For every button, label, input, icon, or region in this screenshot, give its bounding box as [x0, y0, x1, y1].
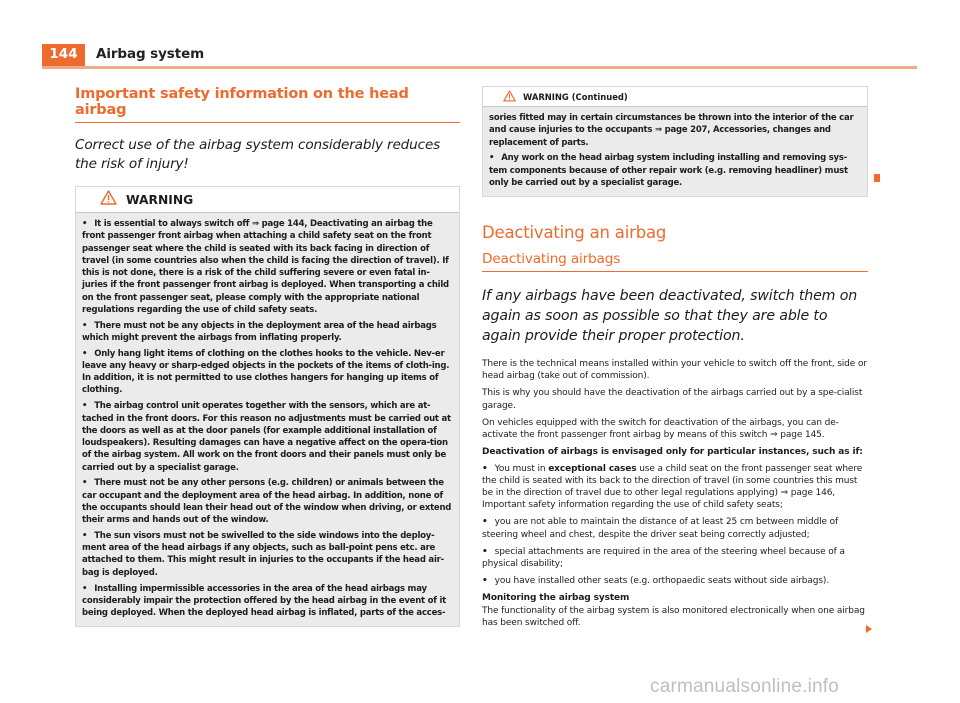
body-paragraph: On vehicles equipped with the switch for deactivation of the airbags, you can de-activate the front passenger front airbag by means of this switch ⇒ page 145. — [482, 417, 839, 440]
header-rule — [42, 66, 917, 69]
warning-triangle-icon — [503, 87, 516, 106]
list-item: • special attachments are required in the area of the steering wheel because of a physical disability; — [482, 546, 845, 569]
monitoring-text: The functionality of the airbag system is also monitored electronically when one airbag has been switched off. — [482, 605, 865, 629]
warning-header — [76, 187, 459, 213]
bullet-icon: • — [482, 546, 488, 557]
warning-continued-label: WARNING (Continued) — [523, 91, 628, 102]
continue-arrow-icon — [866, 625, 872, 633]
monitoring-heading: Monitoring the airbag system — [482, 592, 630, 603]
warning-continued-text: sories fitted may in certain circumstances be thrown into the interior of the car and cause injuries to the occupants ⇒ page 207, Accessories, changes and replacement of parts. — [489, 113, 854, 148]
bullet-icon: • — [82, 583, 88, 594]
chapter-title: Airbag system — [96, 46, 205, 62]
right-column — [482, 86, 868, 634]
bullet-icon: • — [82, 219, 88, 229]
bullet-icon: • — [82, 530, 88, 541]
bullet-icon: • — [82, 401, 88, 412]
warning-item: • Installing impermissible accessories in the area of the head airbags may considerably impair the protection offered by the head airbag in the event of it being deployed. When the deployed head airbag is inflated, parts of the acces- — [82, 583, 446, 619]
bullet-icon: • — [482, 517, 488, 528]
page-number: 144 — [42, 44, 85, 69]
warning-item: • It is essential to always switch off ⇒ page 144, Deactivating an airbag the front passenger front airbag when attaching a child safety seat on the front passenger seat where the child is seated with its back facing in direction of travel (in some countries also when the child is facing the direction of travel). If this is not done, there is a risk of the child suffering severe or even fatal in-juries if the front passenger front airbag is deployed. When transporting a child on the front passenger seat, please comply with the appropriate national regulations regarding the use of child safety seats. — [82, 219, 449, 315]
body-paragraph: This is why you should have the deactivation of the airbags carried out by a spe-cialist garage. — [482, 388, 863, 411]
warning-item: • There must not be any other persons (e.g. children) or animals between the car occupant and the deployment area of the head airbag. In addition, none of the occupants should lean their head out of the window when driving, or extend their arms and hands out of the window. — [82, 478, 452, 526]
bullet-icon: • — [482, 575, 488, 586]
subsection-intro: If any airbags have been deactivated, switch them on again as soon as possible so that they are able to again provide their proper protection. — [482, 288, 858, 345]
bullet-icon: • — [489, 153, 495, 164]
warning-box — [75, 186, 460, 627]
subsection-title: Deactivating airbags — [482, 251, 868, 272]
bullet-icon: • — [82, 348, 88, 359]
list-item: • you are not able to maintain the distance of at least 25 cm between middle of steering wheel and chest, despite the driver seat being correctly adjusted; — [482, 517, 839, 540]
warning-label: WARNING — [126, 192, 194, 207]
warning-continued-box — [482, 86, 868, 197]
section-intro: Correct use of the airbag system considerably reduces the risk of injury! — [75, 137, 441, 172]
bullet-icon: • — [82, 320, 88, 331]
warning-continued-body — [483, 107, 867, 196]
list-item: • You must in exceptional cases use a child seat on the front passenger seat where the child is seated with its back to the direction of travel (in some countries this must be in the direction of travel due to other legal regulations applying) ⇒ page 146, Important safety information regarding the use of child safety seats; — [482, 463, 863, 511]
warning-item: • There must not be any objects in the deployment area of the head airbags which might prevent the airbags from inflating properly. — [82, 320, 437, 343]
warning-item: • The sun visors must not be swivelled to the side windows into the deploy-ment area of the head airbags if any objects, such as ball-point pens etc. are attached to them. This might result in injuries to the occupants if the head air-bag is deployed. — [82, 530, 444, 578]
left-column — [75, 86, 460, 627]
list-item: • you have installed other seats (e.g. orthopaedic seats without side airbags). — [482, 575, 830, 586]
body-paragraph: There is the technical means installed within your vehicle to switch off the front, side or head airbag (take out of commission). — [482, 359, 867, 382]
bullet-icon: • — [82, 478, 88, 489]
section-title: Important safety information on the head airbag — [75, 86, 460, 123]
warning-triangle-icon — [100, 190, 117, 209]
warning-item: • Any work on the head airbag system including installing and removing sys-tem components because of other repair work (e.g. removing headliner) must only be carried out by a specialist garage. — [489, 153, 848, 188]
section-end-marker-icon — [874, 174, 880, 182]
warning-continued-header — [483, 87, 867, 107]
bullet-icon: • — [482, 463, 488, 474]
chapter-section-title: Deactivating an airbag — [482, 223, 667, 243]
warning-body — [76, 213, 459, 626]
warning-item: • Only hang light items of clothing on the clothes hooks to the vehicle. Nev-er leave any heavy or sharp-edged objects in the pockets of the items of cloth-ing. In addition, it is not permitted to use clothes hangers for hanging up items of clothing. — [82, 348, 450, 396]
list-heading: Deactivation of airbags is envisaged only for particular instances, such as if: — [482, 446, 863, 457]
warning-item: • The airbag control unit operates together with the sensors, which are at-tached in the front doors. For this reason no adjustments must be carried out at the doors as well as at the door panels (for example additional installation of loudspeakers). Resulting damages can have a negative affect on the opera-tion of the airbag system. All work on the front doors and their panels must only be carried out by a specialist garage. — [82, 401, 451, 473]
watermark: carmanualsonline.info — [650, 676, 840, 697]
